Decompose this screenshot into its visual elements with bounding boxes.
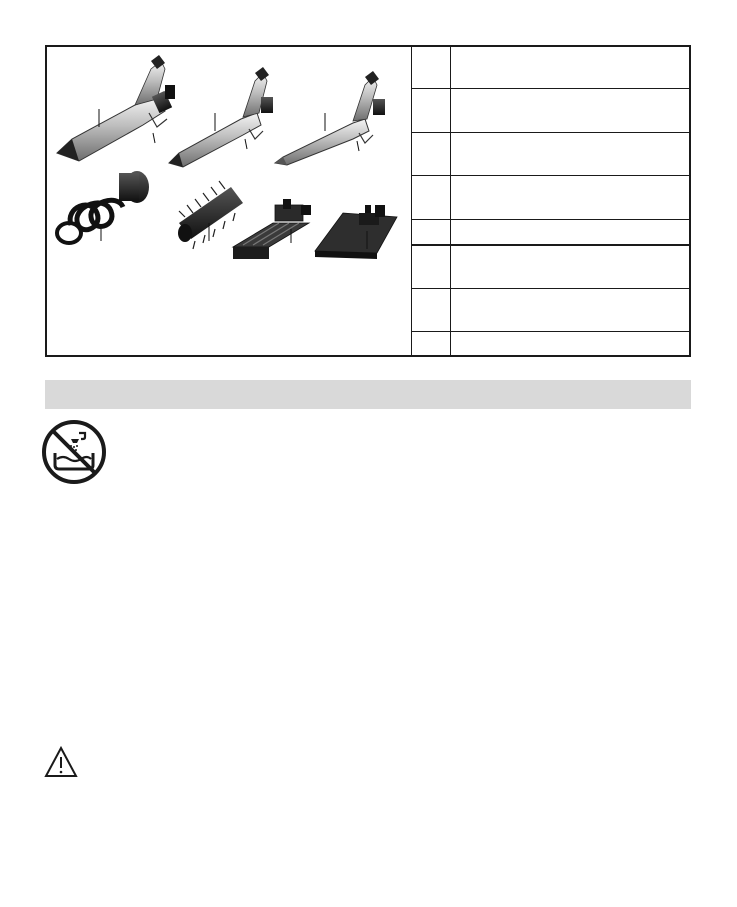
row-number: [412, 89, 451, 132]
table-row: [412, 246, 690, 289]
table-row: [412, 47, 690, 89]
crimper-attachment-icon: [233, 199, 311, 259]
warning-triangle-icon: [44, 745, 78, 779]
curling-iron-large-icon: [57, 55, 175, 161]
row-description: [456, 289, 686, 331]
brush-attachment-icon: [178, 181, 243, 249]
row-description: [456, 246, 686, 288]
row-number: [412, 220, 451, 244]
spiral-attachment-icon: [57, 171, 149, 243]
table-row: [412, 89, 690, 133]
product-overview-frame: [45, 45, 691, 357]
row-number: [412, 133, 451, 175]
table-row: [412, 176, 690, 220]
row-description: [456, 133, 686, 175]
table-row: [412, 332, 690, 355]
row-description: [456, 220, 686, 244]
curling-iron-small-icon: [275, 71, 385, 165]
curling-iron-medium-icon: [169, 67, 273, 167]
flat-plate-attachment-icon: [315, 205, 397, 259]
no-bath-water-icon: [41, 419, 107, 485]
table-row: [412, 289, 690, 332]
row-description: [456, 89, 686, 132]
row-description: [456, 47, 686, 88]
table-row: [412, 220, 690, 246]
row-number: [412, 47, 451, 88]
row-number: [412, 176, 451, 219]
table-row: [412, 133, 690, 176]
row-number: [412, 332, 451, 355]
parts-table: [411, 47, 690, 355]
product-illustration: [47, 47, 411, 355]
row-description: [456, 176, 686, 219]
section-heading-bar: [45, 380, 691, 409]
row-description: [456, 332, 686, 355]
row-number: [412, 289, 451, 331]
row-number: [412, 246, 451, 288]
